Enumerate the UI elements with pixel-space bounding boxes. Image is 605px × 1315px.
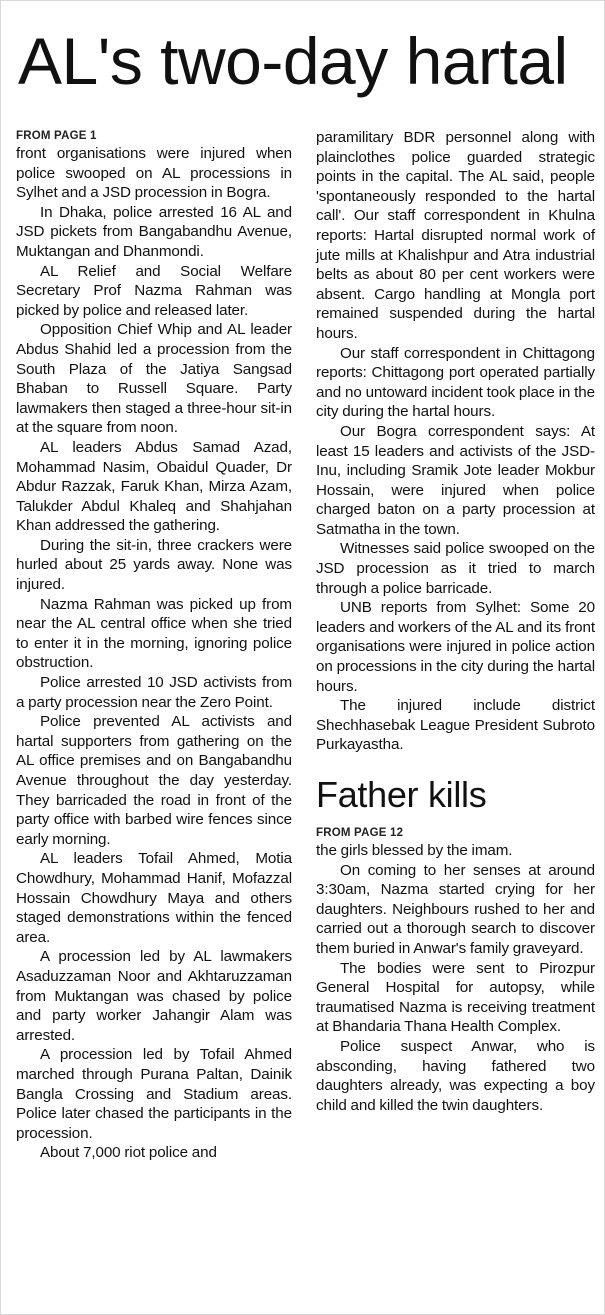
headline-father-kills: Father kills	[316, 774, 487, 815]
story2-dateline: FROM PAGE 12	[316, 827, 404, 839]
story1-paragraph: Witnesses said police swooped on the JSD procession as it tried to march through a police barricade.	[316, 540, 595, 597]
story1-paragraph: A procession led by Tofail Ahmed marched through Purana Paltan, Dainik Bangla Crossing and Stadium areas. Police later chased the participants in the procession.	[16, 1046, 292, 1142]
story1-paragraph: Our Bogra correspondent says: At least 15 leaders and activists of the JSD-Inu, including Sramik Jote leader Mokbur Hossain, were injured when police charged baton on a party procession at Satmatha in the town.	[316, 422, 595, 538]
story1-paragraph: Opposition Chief Whip and AL leader Abdus Shahid led a procession from the South Plaza of the Jatiya Sangsad Bhaban to Russell Square. Party lawmakers then staged a three-hour sit-in at the square from noon.	[16, 321, 292, 437]
story1-paragraph: AL leaders Tofail Ahmed, Motia Chowdhury, Mohammad Hanif, Mofazzal Hossain Chowdhury Maya and others staged demonstrations within the fenced area.	[16, 850, 292, 946]
headline-als-two-day-hartal: AL's two-day hartal	[18, 24, 568, 98]
story1-dateline: FROM PAGE 1	[16, 130, 97, 142]
story2-paragraph: the girls blessed by the imam.	[316, 842, 513, 859]
story2-paragraph: The bodies were sent to Pirozpur General Hospital for autopsy, while traumatised Nazma is receiving treatment at Bhandaria Thana Health Complex.	[316, 959, 595, 1036]
story1-paragraph: Nazma Rahman was picked up from near the AL central office when she tried to enter it in the morning, ignoring police obstruction.	[16, 595, 292, 672]
right-column	[316, 128, 595, 1115]
story1-paragraph: UNB reports from Sylhet: Some 20 leaders and workers of the AL and its front organisations were injured in police action on processions in the city during the hartal hours.	[316, 599, 595, 695]
story1-paragraph: In Dhaka, police arrested 16 AL and JSD pickets from Bangabandhu Avenue, Muktangan and Dhanmondi.	[16, 203, 292, 260]
story1-paragraph: Our staff correspondent in Chittagong reports: Chittagong port operated partially and no untoward incident took place in the city during the hartal hours.	[316, 344, 595, 421]
story1-paragraph: Police arrested 10 JSD activists from a party procession near the Zero Point.	[16, 674, 292, 711]
story1-paragraph: Police prevented AL activists and hartal supporters from gathering on the AL office premises and on Bangabandhu Avenue throughout the day yesterday. They barricaded the road in front of the party office with barbed wire fences since early morning.	[16, 713, 292, 848]
story1-paragraph: AL leaders Abdus Samad Azad, Mohammad Nasim, Obaidul Quader, Dr Abdur Razzak, Faruk Khan, Mirza Azam, Talukder Abdul Khaleq and Shahjahan Khan addressed the gathering.	[16, 438, 292, 535]
story1-paragraph: About 7,000 riot police and	[40, 1144, 217, 1162]
story1-paragraph: front organisations were injured when police swooped on AL processions in Sylhet and a JSD procession in Bogra.	[16, 145, 292, 202]
story2-paragraph: On coming to her senses at around 3:30am, Nazma started crying for her daughters. Neighbours rushed to her and carried out a thorough search to discover them buried in Anwar's family graveyard.	[316, 861, 595, 957]
story1-paragraph: During the sit-in, three crackers were hurled about 25 yards away. None was injured.	[16, 536, 292, 594]
story1-paragraph: paramilitary BDR personnel along with plainclothes police guarded strategic points in the capital. The AL said, people 'spontaneously responded to the hartal call'. Our staff correspondent in Khulna reports: Hartal disrupted normal work of jute mills at Khalishpur and Atra industrial belts as about 80 per cent workers were absent. Cargo handling at Mongla port remained suspended during the hartal hours.	[316, 129, 595, 342]
story1-paragraph: The injured include district Shechhasebak League President Subroto Purkayastha.	[316, 697, 595, 754]
story1-left-column	[16, 128, 292, 1163]
story2-paragraph: Police suspect Anwar, who is absconding, having fathered two daughters already, was expecting a boy child and killed the twin daughters.	[316, 1037, 595, 1114]
story1-paragraph: A procession led by AL lawmakers Asaduzzaman Noor and Akhtaruzzaman from Muktangan was chased by police and party worker Jahangir Alam was arrested.	[16, 948, 292, 1044]
story1-paragraph: AL Relief and Social Welfare Secretary Prof Nazma Rahman was picked by police and released later.	[16, 262, 292, 319]
